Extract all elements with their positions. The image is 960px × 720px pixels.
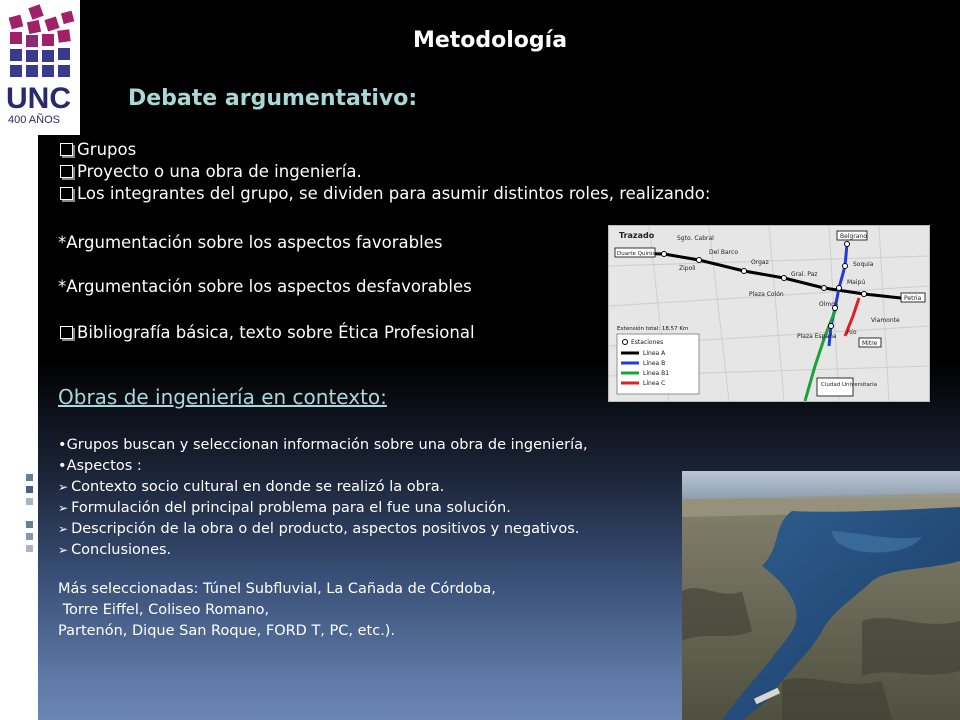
svg-text:Olmos: Olmos [819, 301, 839, 308]
section-title: Obras de ingeniería en contexto: [58, 385, 387, 409]
svg-text:Trazado: Trazado [619, 231, 655, 240]
svg-text:Línea B1: Línea B1 [643, 370, 670, 377]
bullet-proyecto: Proyecto o una obra de ingeniería. [60, 161, 362, 183]
checkbox-bullet-icon [60, 326, 73, 339]
logo-text: UNC [6, 82, 71, 115]
arg-desfavorable: *Argumentación sobre los aspectos desfavorables [58, 277, 472, 296]
svg-text:Sgto. Cabral: Sgto. Cabral [677, 235, 714, 242]
rail-square [26, 486, 33, 493]
svg-text:Belgrano: Belgrano [840, 233, 867, 240]
dique-photo-graphic [682, 471, 960, 720]
dot-item-grupos: •Grupos buscan y seleccionan información sobre una obra de ingeniería, [58, 437, 588, 453]
page-title: Metodología [412, 28, 568, 53]
arrow-bullet-icon: ➢ [58, 522, 69, 536]
arrow-item: ➢ Contexto socio cultural en donde se realizó la obra. [58, 477, 444, 498]
arrow-bullet-icon: ➢ [58, 543, 69, 557]
arrow-item: ➢ Formulación del principal problema para el fue una solución. [58, 498, 511, 519]
bullet-integrantes: Los integrantes del grupo, se dividen para asumir distintos roles, realizando: [60, 183, 710, 205]
bullet-bibliografia: Bibliografía básica, texto sobre Ética Profesional [60, 322, 475, 344]
unc-logo [0, 0, 80, 135]
arrow-item: ➢ Conclusiones. [58, 540, 171, 561]
svg-text:Plaza España: Plaza España [797, 333, 837, 340]
logo-grid-icon [6, 4, 76, 80]
arrow-bullet-icon: ➢ [58, 501, 69, 515]
svg-text:Línea A: Línea A [643, 350, 666, 357]
dot-item-aspectos: •Aspectos : [58, 458, 142, 474]
svg-text:Extensión total: 18,57 Km: Extensión total: 18,57 Km [617, 326, 689, 332]
svg-text:Línea C: Línea C [643, 380, 666, 387]
metro-map [608, 225, 930, 402]
dique-aerial-photo [682, 471, 960, 720]
rail-square [26, 533, 33, 540]
svg-text:Ciudad Universitaria: Ciudad Universitaria [821, 382, 877, 388]
mas-line-2: Torre Eiffel, Coliseo Romano, [58, 602, 270, 618]
svg-text:Duarte Quirós: Duarte Quirós [617, 251, 656, 257]
arrow-item: ➢ Descripción de la obra o del producto, aspectos positivos y negativos. [58, 519, 579, 540]
svg-text:Gral. Paz: Gral. Paz [791, 271, 818, 278]
svg-text:Estaciones: Estaciones [631, 339, 664, 346]
svg-text:Viamonte: Viamonte [871, 317, 900, 324]
mas-line-1: Más seleccionadas: Túnel Subfluvial, La Cañada de Córdoba, [58, 581, 496, 597]
rail-square [26, 545, 33, 552]
svg-text:Maipú: Maipú [847, 279, 866, 286]
svg-text:Río: Río [847, 329, 857, 336]
arg-favorable: *Argumentación sobre los aspectos favorables [58, 233, 443, 252]
rail-square [26, 498, 33, 505]
checkbox-bullet-icon [60, 165, 73, 178]
svg-text:Orgaz: Orgaz [751, 259, 769, 266]
metro-map-graphic [609, 226, 929, 401]
bullet-grupos: Grupos [60, 139, 136, 161]
svg-text:Mitre: Mitre [862, 340, 878, 347]
checkbox-bullet-icon [60, 187, 73, 200]
arrow-bullet-icon: ➢ [58, 480, 69, 494]
rail-square [26, 474, 33, 481]
logo-subtext: 400 AÑOS [8, 114, 60, 126]
svg-text:Zipoli: Zipoli [679, 265, 696, 272]
rail-square [26, 521, 33, 528]
svg-text:Petria: Petria [904, 295, 922, 302]
svg-text:Del Barco: Del Barco [709, 249, 738, 256]
mas-line-3: Partenón, Dique San Roque, FORD T, PC, etc.). [58, 623, 396, 639]
checkbox-bullet-icon [60, 143, 73, 156]
page-subtitle: Debate argumentativo: [128, 86, 418, 111]
svg-text:Soquia: Soquia [853, 261, 874, 268]
svg-text:Plaza Colón: Plaza Colón [749, 291, 784, 298]
svg-text:Línea B: Línea B [643, 360, 666, 367]
